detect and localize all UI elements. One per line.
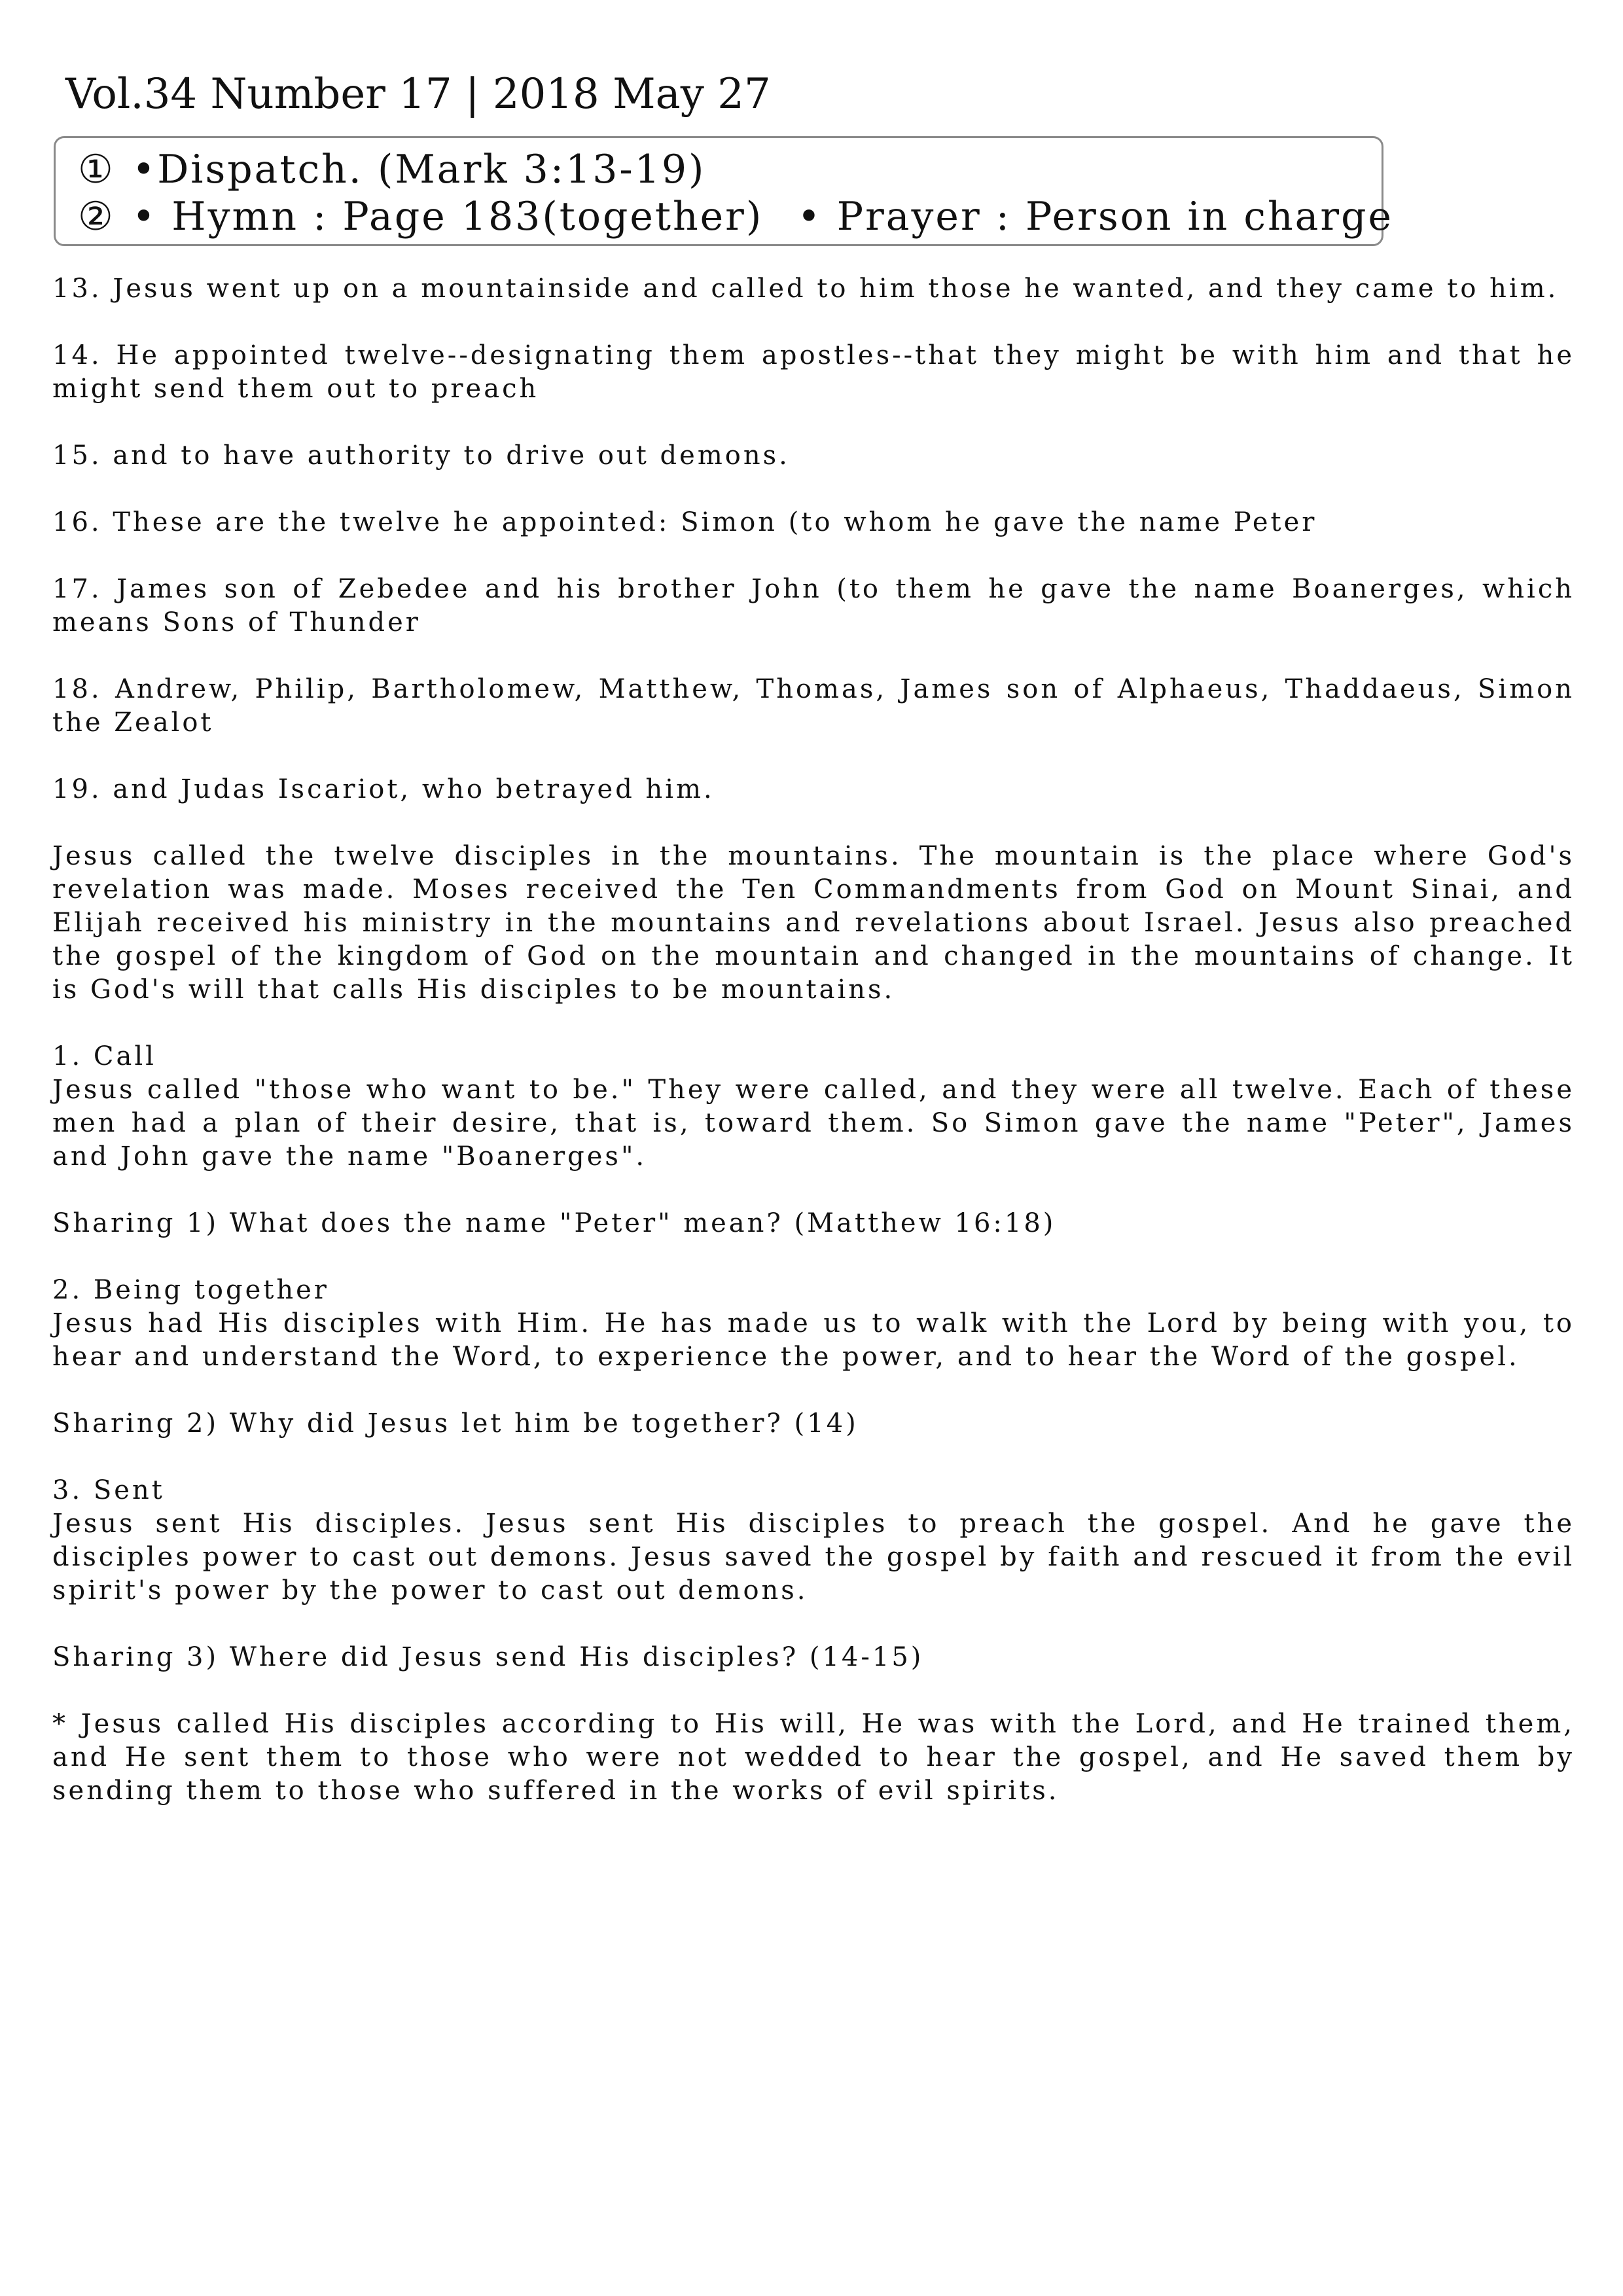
prayer-info: • Prayer : Person in charge xyxy=(797,194,1393,240)
section-heading: 2. Being together xyxy=(52,1275,329,1305)
sharing-question-2: Sharing 2) Why did Jesus let him be together? (14) xyxy=(52,1408,859,1439)
conclusion-paragraph: * Jesus called His disciples according to His will, He was with the Lord, and He trained them, and He sent them to those who were not wedded to hear the gospel, and He saved them by sending them to those who suffered in the works of evil spirits. xyxy=(52,1709,1575,1806)
bulletin-content xyxy=(52,272,1575,1841)
section-body: Jesus called "those who want to be." They were called, and they were all twelve. Each of these men had a plan of their desire, that is, toward them. So Simon gave the name "Peter", James and John gave the name "Boanerges". xyxy=(52,1075,1575,1172)
circled-two-marker: ② xyxy=(78,194,115,240)
hymn-info: • Hymn : Page 183(together) xyxy=(132,194,764,240)
scripture-reference: •Dispatch. (Mark 3:13-19) xyxy=(132,147,706,192)
sharing-question-3: Sharing 3) Where did Jesus send His disciples? (14-15) xyxy=(52,1642,924,1672)
section-body: Jesus had His disciples with Him. He has made us to walk with the Lord by being with you, to hear and understand the Word, to experience the power, and to hear the Word of the gospel. xyxy=(52,1308,1575,1372)
verse-18: 18. Andrew, Philip, Bartholomew, Matthew, Thomas, James son of Alphaeus, Thaddaeus, Simon the Zealot xyxy=(52,674,1575,738)
verse-17: 17. James son of Zebedee and his brother John (to them he gave the name Boanerges, which means Sons of Thunder xyxy=(52,574,1575,637)
sharing-question-1: Sharing 1) What does the name "Peter" mean? (Matthew 16:18) xyxy=(52,1208,1056,1238)
section-heading: 1. Call xyxy=(52,1041,156,1071)
section-sent xyxy=(52,1474,1575,1607)
section-call xyxy=(52,1040,1575,1174)
verse-15: 15. and to have authority to drive out demons. xyxy=(52,440,790,471)
verse-14: 14. He appointed twelve--designating them apostles--that they might be with him and that he might send them out to preach xyxy=(52,340,1575,404)
section-heading: 3. Sent xyxy=(52,1475,165,1505)
section-being-together xyxy=(52,1274,1575,1374)
verse-16: 16. These are the twelve he appointed: Simon (to whom he gave the name Peter xyxy=(52,507,1317,537)
intro-paragraph: Jesus called the twelve disciples in the mountains. The mountain is the place where God's revelation was made. Moses received the Ten Commandments from God on Mount Sinai, and Elijah received his ministry in the mountains and revelations about Israel. Jesus also preached the gospel of the kingdom of God on the mountain and changed in the mountains of change. It is God's will that calls His disciples to be mountains. xyxy=(52,841,1575,1005)
verse-19: 19. and Judas Iscariot, who betrayed him. xyxy=(52,774,715,804)
scripture-line xyxy=(78,146,1382,193)
bulletin-title: Vol.34 Number 17 | 2018 May 27 xyxy=(65,70,771,118)
section-body: Jesus sent His disciples. Jesus sent His disciples to preach the gospel. And he gave the disciples power to cast out demons. Jesus saved the gospel by faith and rescued it from the evil spirit's power by the power to cast out demons. xyxy=(52,1509,1575,1605)
service-info-box xyxy=(54,136,1393,246)
hymn-prayer-line xyxy=(78,193,1393,240)
verse-13: 13. Jesus went up on a mountainside and called to him those he wanted, and they came to him. xyxy=(52,274,1559,304)
circled-one-marker: ① xyxy=(78,147,115,192)
